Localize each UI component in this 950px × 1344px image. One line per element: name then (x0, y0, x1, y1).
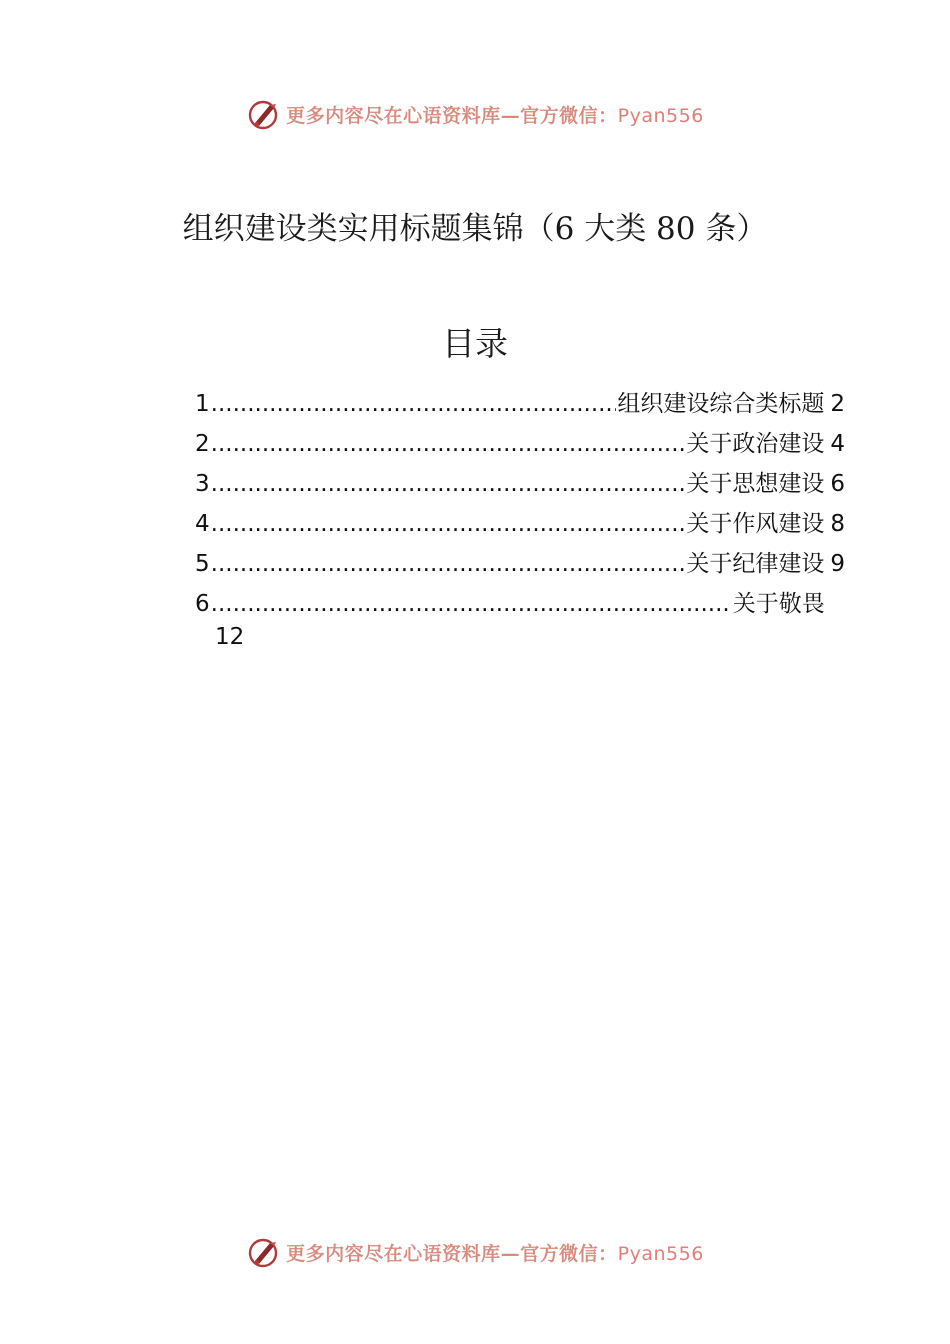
toc-entry-page: 8 (830, 511, 845, 537)
toc-entry-label: 关于作风建设 (686, 511, 825, 537)
toc-entry-page: 6 (830, 471, 845, 497)
toc-entry[interactable] (195, 424, 845, 464)
toc-entry-label: 组织建设综合类标题 (617, 391, 825, 417)
toc-entry-number: 1 (195, 391, 210, 417)
document-title: 组织建设类实用标题集锦（6 大类 80 条） (182, 211, 768, 247)
toc-entry-label: 关于敬畏 (732, 591, 825, 617)
footer-banner (0, 1232, 950, 1272)
header-banner-text: 更多内容尽在心语资料库—官方微信：Pyan556 (286, 104, 704, 127)
toc-heading: 目录 (442, 324, 508, 363)
toc-entry[interactable] (195, 544, 845, 584)
toc-entry-page: 9 (830, 551, 845, 577)
toc-entry-page: 4 (830, 431, 845, 457)
toc-leader-dots (211, 424, 686, 464)
toc-entry[interactable] (195, 504, 845, 544)
toc-entry-label: 关于纪律建设 (686, 551, 825, 577)
header-banner (0, 94, 950, 134)
toc-leader-dots (211, 584, 732, 624)
toc-leader-dots (211, 504, 686, 544)
pen-circle-logo-icon (246, 97, 280, 131)
table-of-contents (195, 384, 845, 654)
toc-entry-page: 2 (830, 391, 845, 417)
toc-entry-number: 5 (195, 551, 210, 577)
header-wechat-id: Pyan556 (617, 104, 704, 127)
toc-leader-dots (211, 384, 617, 424)
pen-circle-logo-icon (246, 1235, 280, 1269)
toc-entry-label: 关于政治建设 (686, 431, 825, 457)
toc-leader-dots (211, 544, 686, 584)
toc-entry-page-wrapped: 12 (215, 624, 245, 650)
toc-entry[interactable] (195, 384, 845, 424)
footer-banner-text: 更多内容尽在心语资料库—官方微信：Pyan556 (286, 1242, 704, 1265)
toc-entry-label: 关于思想建设 (686, 471, 825, 497)
toc-entry-number: 2 (195, 431, 210, 457)
toc-entry-number: 6 (195, 591, 210, 617)
toc-entry-number: 3 (195, 471, 210, 497)
toc-entry[interactable] (195, 464, 845, 504)
toc-entry[interactable] (195, 584, 845, 624)
footer-wechat-id: Pyan556 (617, 1242, 704, 1265)
toc-entry-number: 4 (195, 511, 210, 537)
toc-leader-dots (211, 464, 686, 504)
